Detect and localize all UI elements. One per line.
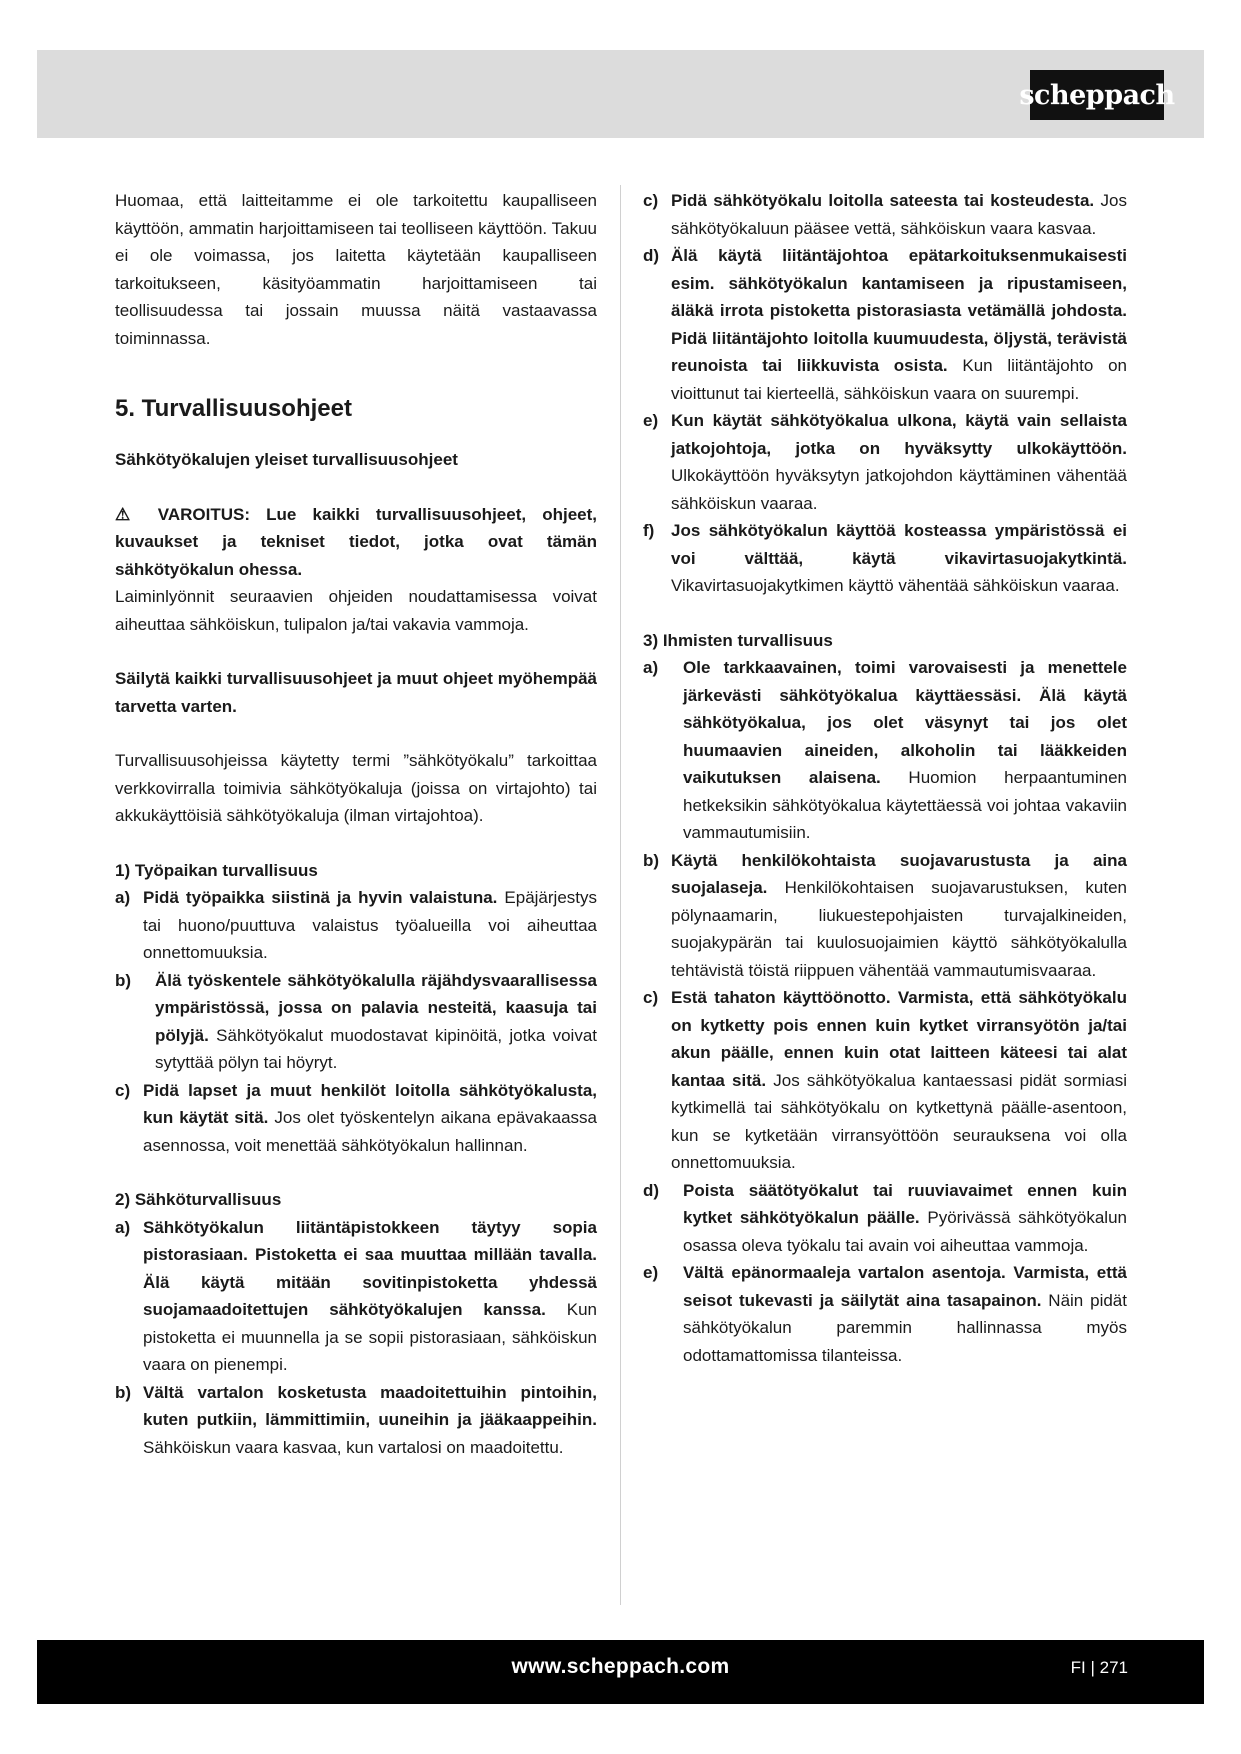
item-text: Sähköiskun vaara kasvaa, kun vartalosi on maadoitettu.	[143, 1437, 564, 1457]
item-bold: Pidä työpaikka siistinä ja hyvin valaistuna.	[143, 888, 498, 907]
item-text: Jos olet työskentelyn aikana epävakaassa asennossa, voit menettää sähkötyökalun hallinnan.	[143, 1108, 597, 1155]
list-item	[643, 847, 1127, 985]
right-column	[643, 187, 1127, 1369]
item-text: Huomion herpaantuminen hetkeksikin sähkötyökalua käytettäessä voi johtaa vakaviin vammautumisiin.	[683, 768, 1127, 842]
item-bold: Pidä lapset ja muut henkilöt loitolla sähkötyökalusta, kun käytät sitä.	[143, 1080, 597, 1127]
item-label: b)	[643, 850, 660, 870]
item-text: Pyörivässä sähkötyökalun osassa oleva työkalu tai avain voi aiheuttaa vammoja.	[683, 1208, 1127, 1255]
item-bold: Poista säätötyökalut tai ruuviavaimet ennen kuin kytket sähkötyökalun päälle.	[683, 1180, 1127, 1227]
item-label: e)	[643, 1263, 659, 1282]
item-label: b)	[115, 1382, 132, 1402]
list-item	[115, 967, 597, 1077]
list-item	[115, 884, 597, 967]
footer-bar	[37, 1640, 1204, 1704]
keep-instructions: Säilytä kaikki turvallisuusohjeet ja muut ohjeet myöhempää tarvetta varten.	[115, 669, 597, 716]
item-label: d)	[643, 246, 660, 265]
item-bold: Sähkötyökalun liitäntäpistokkeen täytyy sopia pistorasiaan. Pistoketta ei saa muuttaa millään tavalla. Älä käytä mitään sovitinpistoketta yhdessä suojamaadoitettujen sähkötyökalujen kanssa.	[143, 1217, 597, 1319]
item-label: d)	[643, 1180, 660, 1200]
item-bold: Älä käytä liitäntäjohtoa epätarkoituksenmukaisesti esim. sähkötyökalun kantamiseen ja ripustamiseen, äläkä irrota pistoketta pistorasiasta vetämällä johdosta. Pidä liitäntäjohto loitolla kuumuudesta, öljystä, terävistä reunoista tai liikkuvista osista.	[671, 246, 1127, 375]
item-text: Jos sähkötyökaluun pääsee vettä, sähköiskun vaara kasvaa.	[671, 191, 1127, 238]
scheppach-logo: scheppach	[1030, 70, 1164, 120]
section-subtitle: Sähkötyökalujen yleiset turvallisuusohjeet	[115, 450, 458, 469]
column-divider	[620, 185, 621, 1605]
item-bold: Pidä sähkötyökalu loitolla sateesta tai kosteudesta.	[671, 191, 1095, 210]
list-item	[643, 1177, 1127, 1260]
item-label: a)	[643, 658, 659, 677]
intro-paragraph: Huomaa, että laitteitamme ei ole tarkoitettu kaupalliseen käyttöön, ammatin harjoittamiseen tai teolliseen käyttöön. Takuu ei ole voimassa, jos laitetta käytetään kaupalliseen tarkoitukseen, käsityöammatin harjoittamiseen tai teollisuudessa tai jossain muussa näitä vastaavassa toiminnassa.	[115, 191, 597, 348]
item-label: c)	[115, 1080, 131, 1100]
item-text: Ulkokäyttöön hyväksytyn jatkojohdon käyttäminen vähentää sähköiskun vaaraa.	[671, 466, 1127, 513]
item-label: b)	[115, 970, 132, 990]
list-item	[643, 1259, 1127, 1369]
item-text: Näin pidät sähkötyökalun paremmin hallinnassa myös odottamattomissa tilanteissa.	[683, 1290, 1127, 1365]
item-bold: Vältä vartalon kosketusta maadoitettuihin pintoihin, kuten putkiin, lämmittimiin, uuneihin ja jääkaappeihin.	[143, 1382, 597, 1429]
electrical-safety-heading: 2) Sähköturvallisuus	[115, 1190, 282, 1209]
list-item	[115, 1214, 597, 1379]
item-label: e)	[643, 411, 659, 430]
section-title: 5. Turvallisuusohjeet	[115, 395, 352, 422]
page-number: FI | 271	[1070, 1658, 1128, 1677]
list-item	[115, 1077, 597, 1160]
item-text: Epäjärjestys tai huono/puuttuva valaistus työalueilla voi aiheuttaa onnettomuuksia.	[143, 888, 597, 962]
item-label: f)	[643, 521, 655, 540]
item-label: c)	[643, 191, 659, 210]
list-item	[643, 654, 1127, 847]
list-item	[643, 242, 1127, 407]
warning-paragraph	[115, 501, 597, 584]
item-bold: Kun käytät sähkötyökalua ulkona, käytä vain sellaista jatkojohtoja, jotka on hyväksytty ulkokäyttöön.	[671, 411, 1127, 458]
item-text: Kun liitäntäjohto on vioittunut tai kierteellä, sähköiskun vaara on suurempi.	[671, 356, 1127, 403]
item-text: Vikavirtasuojakytkimen käyttö vähentää sähköiskun vaaraa.	[671, 576, 1120, 595]
item-bold: Estä tahaton käyttöönotto. Varmista, että sähkötyökalu on kytketty pois ennen kuin kytket virransyötön ja/tai akun päälle, ennen kuin otat laitteen käteesi tai alat kantaa sitä.	[671, 988, 1127, 1090]
item-bold: Vältä epänormaaleja vartalon asentoja. Varmista, että seisot tukevasti ja säilytät aina tasapainon.	[683, 1263, 1127, 1310]
list-item	[643, 984, 1127, 1177]
list-item	[115, 1379, 597, 1462]
item-text: Kun pistoketta ei muunnella ja se sopii pistorasiaan, sähköiskun vaara on pienempi.	[143, 1300, 597, 1374]
item-bold: Jos sähkötyökalun käyttöä kosteassa ympäristössä ei voi välttää, käytä vikavirtasuojakytkintä.	[671, 521, 1127, 568]
item-bold: Käytä henkilökohtaista suojavarustusta ja aina suojalaseja.	[671, 850, 1127, 897]
personal-safety-heading: 3) Ihmisten turvallisuus	[643, 630, 833, 650]
warning-text: Laiminlyönnit seuraavien ohjeiden noudattamisessa voivat aiheuttaa sähköiskun, tulipalon ja/tai vakavia vammoja.	[115, 587, 597, 634]
item-bold: Ole tarkkaavainen, toimi varovaisesti ja menettele järkevästi sähkötyökalua käyttäessäsi. Älä käytä sähkötyökalua, jos olet väsynyt tai jos olet huumaavien aineiden, alkoholin tai lääkkeiden vaikutuksen alaisena.	[683, 658, 1127, 787]
term-definition: Turvallisuusohjeissa käytetty termi ”sähkötyökalu” tarkoittaa verkkovirralla toimivia sähkötyökaluja (joissa on virtajohto) tai akkukäyttöisiä sähkötyökaluja (ilman virtajohtoa).	[115, 751, 597, 825]
workplace-safety-heading: 1) Työpaikan turvallisuus	[115, 860, 318, 880]
website-link[interactable]: www.scheppach.com	[511, 1655, 730, 1678]
item-text: Henkilökohtaisen suojavarustuksen, kuten pölynaamarin, liukuestepohjaisten turvajalkineiden, suojakypärän tai kuulosuojaimien käyttö sähkötyökalulla tehtävistä töistä riippuen vähentää vammautumisvaaraa.	[671, 878, 1127, 980]
list-item	[643, 517, 1127, 600]
list-item	[643, 187, 1127, 242]
warning-triangle-icon: ⚠	[115, 504, 142, 524]
item-text: Sähkötyökalut muodostavat kipinöitä, jotka voivat sytyttää pölyn tai höyryt.	[155, 1025, 597, 1072]
item-label: c)	[643, 988, 659, 1007]
item-bold: Älä työskentele sähkötyökalulla räjähdysvaarallisessa ympäristössä, jossa on palavia nesteitä, kaasuja tai pölyjä.	[155, 970, 597, 1045]
item-label: a)	[115, 1217, 131, 1237]
warning-bold-text: VAROITUS: Lue kaikki turvallisuusohjeet, ohjeet, kuvaukset ja tekniset tiedot, jotka ovat tämän sähkötyökalun ohessa.	[115, 504, 597, 579]
item-text: Jos sähkötyökalua kantaessasi pidät sormiasi kytkimellä tai sähkötyökalu on kytkettynä päälle-asentoon, kun se kytketään virransyöttöön seurauksena voi olla onnettomuuksia.	[671, 1070, 1127, 1172]
item-label: a)	[115, 888, 131, 907]
list-item	[643, 407, 1127, 517]
left-column	[115, 187, 597, 1461]
